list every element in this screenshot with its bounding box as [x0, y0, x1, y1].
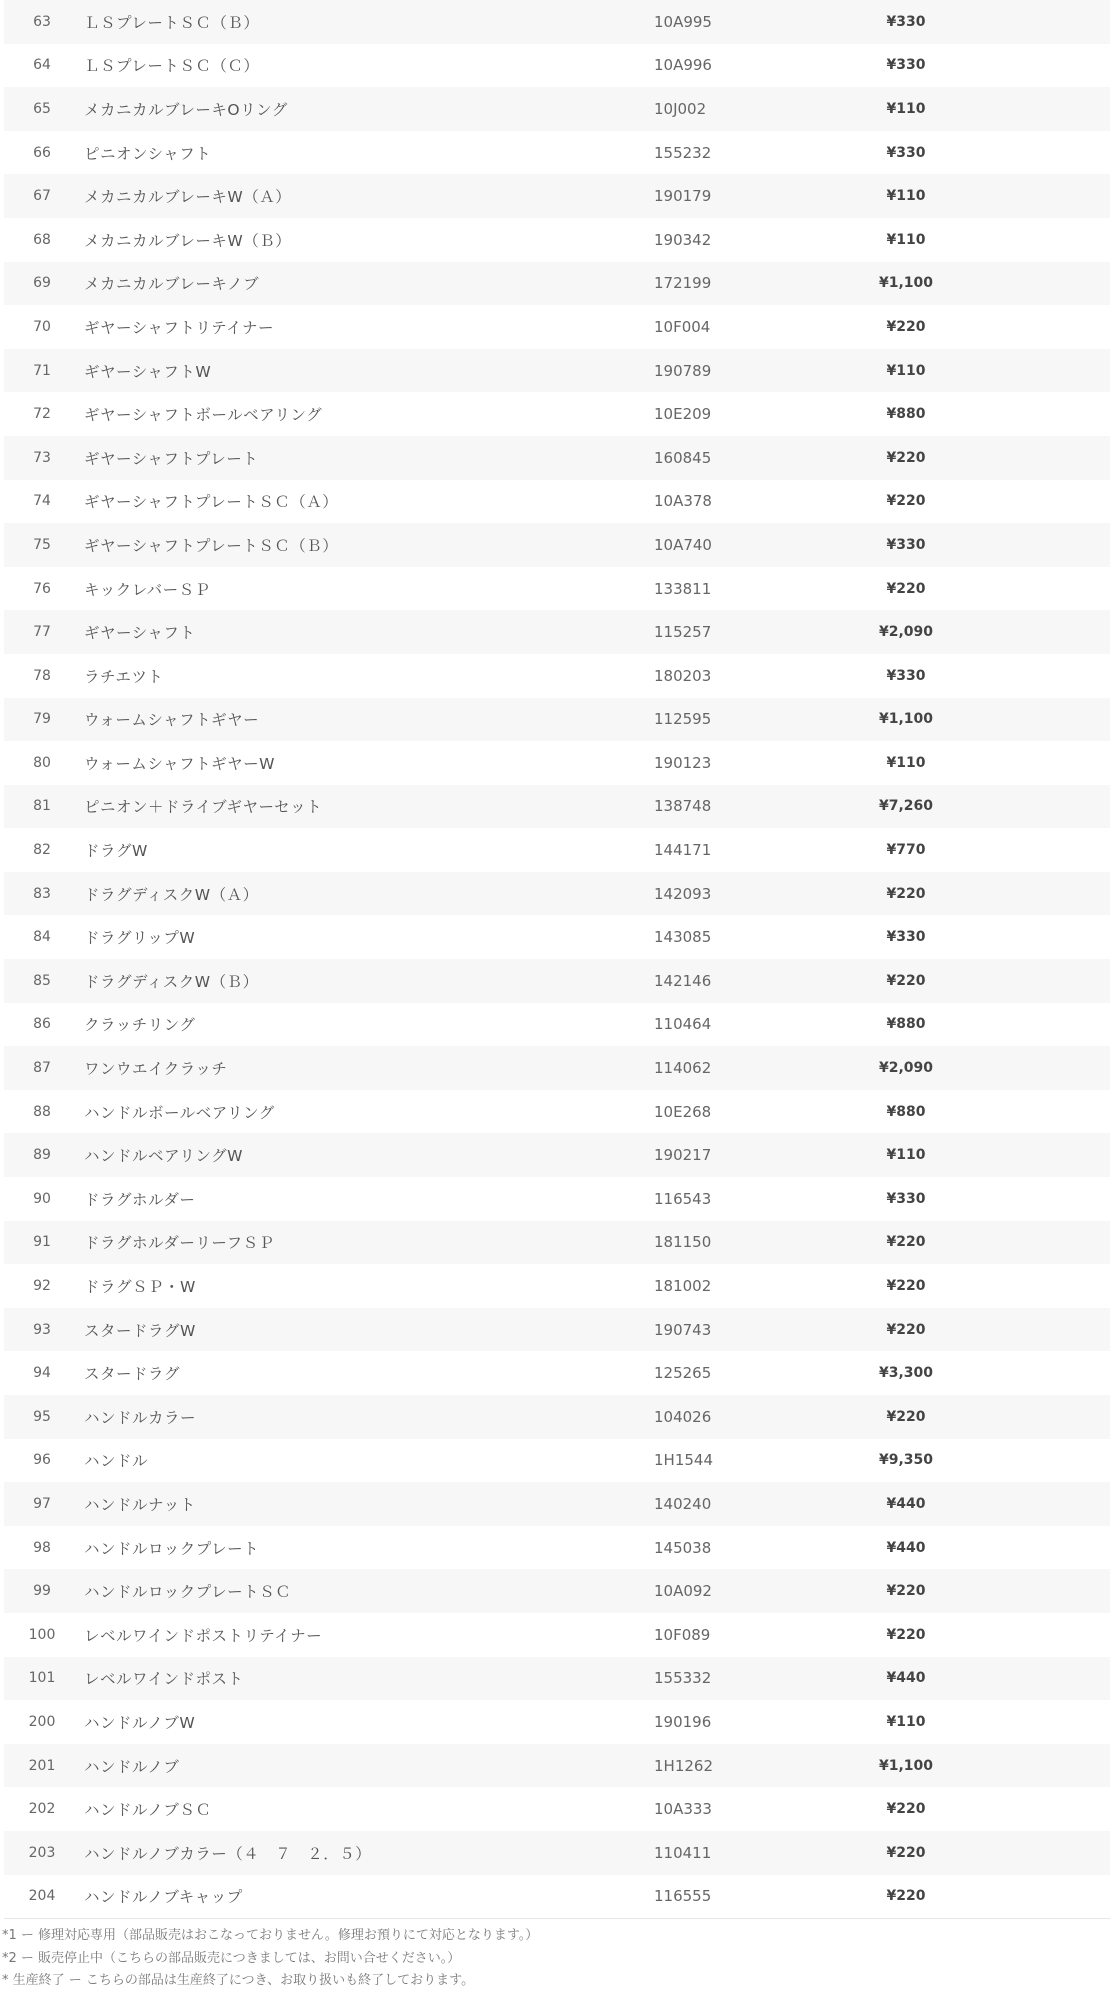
part-name-cell: ギヤーシャフトプレートＳＣ（Ａ） [84, 493, 339, 512]
table-row [4, 828, 1110, 872]
row-spacer [966, 480, 1110, 524]
part-code-cell: 190342 [654, 230, 712, 249]
part-number-cell: 201 [28, 1757, 56, 1774]
part-number-cell: 204 [4, 1875, 80, 1919]
part-code-cell: 155332 [654, 1669, 712, 1688]
table-row [4, 480, 1110, 524]
part-number-cell: 99 [33, 1583, 51, 1600]
table-row [4, 1351, 1110, 1395]
part-name-cell: ドラグホルダーリーフＳＰ [84, 1234, 275, 1253]
part-number-cell: 85 [33, 972, 51, 989]
part-price-cell: ¥220 [846, 1875, 966, 1919]
part-name-cell: ハンドルノブＳＣ [84, 1801, 212, 1820]
part-price-cell: ¥220 [886, 449, 926, 466]
row-spacer [966, 1613, 1110, 1657]
table-row [4, 1221, 1110, 1265]
part-price-cell: ¥330 [886, 667, 926, 684]
table-row [4, 305, 1110, 349]
part-name-cell: ギヤーシャフトプレート [84, 449, 259, 468]
part-code-cell: 181150 [654, 1233, 712, 1252]
part-code-cell: 110411 [654, 1843, 712, 1862]
part-number-cell: 67 [33, 188, 51, 205]
row-spacer [966, 131, 1110, 175]
part-name-cell: メカニカルブレーキW（Ｂ） [84, 231, 292, 250]
row-spacer [966, 872, 1110, 916]
table-row [4, 959, 1110, 1003]
part-number-cell: 202 [28, 1801, 56, 1818]
row-spacer [966, 174, 1110, 218]
note-repair-only: *1 ー 修理対応専用（部品販売はおこなっておりません。修理お預りにて対応となります。） [2, 1928, 539, 1943]
part-code-cell: 1H1544 [654, 1451, 713, 1470]
part-price-cell: ¥220 [886, 1321, 926, 1338]
row-spacer [966, 1439, 1110, 1483]
part-price-cell: ¥220 [886, 972, 926, 989]
part-price-cell: ¥220 [886, 1801, 926, 1818]
table-row [4, 1569, 1110, 1613]
part-name-cell: ハンドルロックプレート [84, 1539, 260, 1558]
table-row [4, 87, 1110, 131]
table-row [4, 1526, 1110, 1570]
part-code-cell: 10A092 [654, 1582, 712, 1601]
part-name-cell: ＬＳプレートＳＣ（Ｃ） [84, 57, 260, 76]
table-row [4, 0, 1110, 44]
part-name-cell: ワンウエイクラッチ [84, 1060, 228, 1079]
part-code-cell: 190179 [654, 187, 712, 206]
part-price-cell: ¥110 [886, 188, 926, 205]
part-name-cell: ピニオン＋ドライブギヤーセット [84, 798, 323, 817]
part-price-cell: ¥330 [886, 57, 926, 74]
row-spacer [966, 915, 1110, 959]
row-spacer [966, 1875, 1110, 1919]
table-row [4, 1831, 1110, 1875]
row-spacer [966, 1221, 1110, 1265]
part-name-cell: レベルワインドポストリテイナー [84, 1626, 323, 1645]
row-spacer [966, 1046, 1110, 1090]
part-price-cell: ¥220 [886, 318, 926, 335]
part-name-cell: ギヤーシャフトプレートＳＣ（Ｂ） [84, 536, 339, 555]
part-price-cell: ¥880 [886, 1103, 926, 1120]
table-row [4, 1046, 1110, 1090]
note-sales-suspended: *2 ー 販売停止中（こちらの部品販売につきましては、お問い合せください。） [2, 1950, 461, 1966]
part-number-cell: 82 [33, 842, 51, 859]
part-code-cell: 10J002 [654, 99, 707, 118]
table-row [4, 1308, 1110, 1352]
part-price-cell: ¥110 [886, 754, 926, 771]
table-row [4, 1003, 1110, 1047]
part-price-cell: ¥440 [886, 1670, 926, 1687]
row-spacer [966, 1787, 1110, 1831]
part-name-cell: ハンドルベアリングW [84, 1147, 243, 1166]
part-name-cell: ハンドル [84, 1452, 149, 1471]
row-spacer [966, 1003, 1110, 1047]
part-number-cell: 83 [33, 885, 51, 902]
part-price-cell: ¥220 [886, 580, 926, 597]
part-price-cell: ¥1,100 [878, 275, 934, 292]
part-price-cell: ¥220 [886, 493, 926, 510]
row-spacer [966, 1395, 1110, 1439]
part-code-cell: 104026 [654, 1407, 712, 1426]
part-price-cell: ¥1,100 [878, 1757, 934, 1774]
part-price-cell: ¥220 [886, 1408, 926, 1425]
part-name-cell: ＬＳプレートＳＣ（Ｂ） [84, 13, 260, 32]
part-number-cell: 94 [33, 1365, 51, 1382]
part-name-cell: ピニオンシャフト [84, 144, 212, 163]
table-row [4, 1482, 1110, 1526]
part-code-cell: 133811 [654, 579, 712, 598]
parts-table [4, 0, 1110, 1919]
part-name-cell: メカニカルブレーキノブ [84, 275, 260, 294]
part-name-cell: ハンドルボールベアリング [84, 1103, 275, 1122]
part-number-cell: 95 [33, 1408, 51, 1425]
table-row [4, 1744, 1110, 1788]
notes-section [2, 1925, 1102, 1993]
part-price-cell: ¥2,090 [878, 1060, 934, 1077]
part-name-cell: ドラグディスクW（Ａ） [84, 885, 259, 904]
table-row [4, 1133, 1110, 1177]
part-number-cell: 68 [33, 231, 51, 248]
part-price-cell: ¥220 [886, 885, 926, 902]
table-row [4, 131, 1110, 175]
note-discontinued: * 生産終了 ー こちらの部品は生産終了につき、お取り扱いも終了しております。 [2, 1973, 475, 1988]
part-price-cell: ¥110 [886, 1713, 926, 1730]
part-number-cell: 65 [33, 100, 51, 117]
part-number-cell: 63 [33, 13, 51, 30]
part-code-cell: 138748 [654, 797, 712, 816]
part-price-cell: ¥9,350 [878, 1452, 934, 1469]
table-row [4, 44, 1110, 88]
part-name-cell: ハンドルカラー [84, 1408, 197, 1427]
part-price-cell: ¥770 [886, 842, 926, 859]
part-number-cell: 64 [33, 57, 51, 74]
row-spacer [966, 1569, 1110, 1613]
part-code-cell: 10A996 [654, 56, 712, 75]
part-number-cell: 91 [33, 1234, 51, 1251]
part-price-cell: ¥880 [886, 1016, 926, 1033]
part-name-cell: メカニカルブレーキW（Ａ） [84, 188, 292, 207]
row-spacer [966, 349, 1110, 393]
row-spacer [966, 1744, 1110, 1788]
part-number-cell: 90 [33, 1190, 51, 1207]
part-number-cell: 69 [33, 275, 51, 292]
part-name-cell: キックレバーＳＰ [84, 580, 211, 599]
table-row [4, 610, 1110, 654]
table-row [4, 698, 1110, 742]
row-spacer [966, 1700, 1110, 1744]
part-name-cell: レベルワインドポスト [84, 1670, 244, 1689]
part-price-cell: ¥1,100 [878, 711, 934, 728]
part-code-cell: 180203 [654, 666, 712, 685]
part-code-cell: 181002 [654, 1277, 712, 1296]
part-code-cell: 116555 [654, 1875, 846, 1919]
table-row [4, 567, 1110, 611]
part-name-cell: ドラグＳＰ・W [84, 1278, 196, 1297]
table-row [4, 1875, 1110, 1919]
table-row [4, 392, 1110, 436]
row-spacer [966, 262, 1110, 306]
part-number-cell: 96 [33, 1452, 51, 1469]
part-price-cell: ¥220 [886, 1626, 926, 1643]
part-number-cell: 76 [33, 580, 51, 597]
row-spacer [966, 567, 1110, 611]
part-number-cell: 203 [28, 1844, 56, 1861]
part-code-cell: 10A740 [654, 535, 712, 554]
part-name-cell: ギヤーシャフトボールベアリング [84, 406, 323, 425]
row-spacer [966, 87, 1110, 131]
row-spacer [966, 392, 1110, 436]
part-code-cell: 10F004 [654, 317, 711, 336]
part-price-cell: ¥220 [886, 1234, 926, 1251]
part-code-cell: 10A995 [654, 12, 712, 31]
part-price-cell: ¥330 [886, 536, 926, 553]
table-row [4, 1613, 1110, 1657]
row-spacer [966, 1526, 1110, 1570]
part-code-cell: 142146 [654, 971, 712, 990]
part-price-cell: ¥110 [886, 100, 926, 117]
part-code-cell: 112595 [654, 710, 712, 729]
row-spacer [966, 610, 1110, 654]
parts-table-body [4, 0, 1110, 1918]
part-code-cell: 10F089 [654, 1625, 711, 1644]
table-row [4, 654, 1110, 698]
part-number-cell: 78 [33, 667, 51, 684]
table-row [4, 523, 1110, 567]
part-name-cell: ドラグホルダー [84, 1190, 196, 1209]
part-number-cell: 98 [33, 1539, 51, 1556]
part-number-cell: 86 [33, 1016, 51, 1033]
part-code-cell: 155232 [654, 143, 712, 162]
table-row [4, 1657, 1110, 1701]
table-row [4, 436, 1110, 480]
row-spacer [966, 959, 1110, 1003]
part-code-cell: 160845 [654, 448, 712, 467]
part-name-cell: ハンドルノブW [84, 1713, 196, 1732]
table-row [4, 1439, 1110, 1483]
part-name-cell: ハンドルロックプレートＳＣ [84, 1583, 292, 1602]
part-name-cell: ハンドルノブ [84, 1757, 180, 1776]
part-code-cell: 125265 [654, 1364, 712, 1383]
part-number-cell: 92 [33, 1278, 51, 1295]
part-name-cell: ラチエツト [84, 667, 164, 686]
table-row [4, 1700, 1110, 1744]
part-name-cell: スタードラグ [84, 1365, 181, 1384]
row-spacer [966, 1831, 1110, 1875]
row-spacer [966, 305, 1110, 349]
part-number-cell: 87 [33, 1060, 51, 1077]
part-code-cell: 190123 [654, 753, 712, 772]
part-code-cell: 10E209 [654, 405, 712, 424]
row-spacer [966, 1264, 1110, 1308]
row-spacer [966, 698, 1110, 742]
part-name-cell: ドラグリップW [84, 929, 196, 948]
part-price-cell: ¥220 [886, 1844, 926, 1861]
part-code-cell: 1H1262 [654, 1756, 713, 1775]
table-row [4, 1090, 1110, 1134]
row-spacer [966, 828, 1110, 872]
part-number-cell: 101 [28, 1670, 56, 1687]
part-number-cell: 88 [33, 1103, 51, 1120]
table-row [4, 262, 1110, 306]
part-price-cell: ¥220 [886, 1583, 926, 1600]
part-name-cell: ハンドルノブキャップ [80, 1875, 654, 1919]
row-spacer [966, 741, 1110, 785]
part-number-cell: 73 [33, 449, 51, 466]
part-name-cell: ギヤーシャフト [84, 624, 196, 643]
table-row [4, 349, 1110, 393]
part-code-cell: 190789 [654, 361, 712, 380]
part-price-cell: ¥110 [886, 231, 926, 248]
part-price-cell: ¥330 [886, 929, 926, 946]
part-price-cell: ¥3,300 [878, 1365, 934, 1382]
part-code-cell: 145038 [654, 1538, 712, 1557]
row-spacer [966, 1308, 1110, 1352]
row-spacer [966, 1090, 1110, 1134]
part-number-cell: 79 [33, 711, 51, 728]
part-number-cell: 74 [33, 493, 51, 510]
part-price-cell: ¥330 [886, 13, 926, 30]
row-spacer [966, 1351, 1110, 1395]
table-row [4, 785, 1110, 829]
part-number-cell: 80 [33, 754, 51, 771]
part-code-cell: 172199 [654, 274, 712, 293]
part-name-cell: ドラグディスクW（Ｂ） [84, 972, 259, 991]
part-price-cell: ¥440 [886, 1495, 926, 1512]
table-row [4, 872, 1110, 916]
row-spacer [966, 1657, 1110, 1701]
row-spacer [966, 0, 1110, 44]
part-code-cell: 10A378 [654, 492, 712, 511]
row-spacer [966, 523, 1110, 567]
row-spacer [966, 1177, 1110, 1221]
part-code-cell: 142093 [654, 884, 712, 903]
part-price-cell: ¥7,260 [878, 798, 934, 815]
table-row [4, 741, 1110, 785]
table-row [4, 218, 1110, 262]
part-price-cell: ¥2,090 [878, 624, 934, 641]
part-number-cell: 81 [33, 798, 51, 815]
part-number-cell: 70 [33, 318, 51, 335]
part-code-cell: 114062 [654, 1059, 712, 1078]
part-name-cell: メカニカルブレーキOリング [84, 100, 288, 119]
row-spacer [966, 218, 1110, 262]
part-number-cell: 84 [33, 929, 51, 946]
part-number-cell: 75 [33, 536, 51, 553]
part-price-cell: ¥110 [886, 1147, 926, 1164]
part-number-cell: 72 [33, 406, 51, 423]
part-name-cell: クラッチリング [84, 1016, 196, 1035]
row-spacer [966, 1482, 1110, 1526]
part-price-cell: ¥880 [886, 406, 926, 423]
part-code-cell: 144171 [654, 841, 712, 860]
part-price-cell: ¥440 [886, 1539, 926, 1556]
part-number-cell: 71 [33, 362, 51, 379]
part-number-cell: 89 [33, 1147, 51, 1164]
part-price-cell: ¥220 [886, 1278, 926, 1295]
part-name-cell: スタードラグW [84, 1321, 196, 1340]
part-code-cell: 10E268 [654, 1102, 712, 1121]
part-number-cell: 77 [33, 624, 51, 641]
part-name-cell: ギヤーシャフトリテイナー [84, 318, 274, 337]
part-code-cell: 110464 [654, 1015, 712, 1034]
part-price-cell: ¥330 [886, 144, 926, 161]
part-name-cell: ギヤーシャフトW [84, 362, 212, 381]
part-code-cell: 115257 [654, 623, 712, 642]
part-name-cell: ハンドルノブカラー（４ ７ ２．５） [84, 1844, 372, 1863]
table-row [4, 1787, 1110, 1831]
table-row [4, 1395, 1110, 1439]
part-number-cell: 200 [28, 1713, 56, 1730]
row-spacer [966, 436, 1110, 480]
part-number-cell: 66 [33, 144, 51, 161]
part-code-cell: 10A333 [654, 1800, 712, 1819]
part-code-cell: 190743 [654, 1320, 712, 1339]
part-code-cell: 143085 [654, 928, 712, 947]
table-row [4, 915, 1110, 959]
row-spacer [966, 785, 1110, 829]
part-name-cell: ドラグW [84, 842, 148, 861]
table-row [4, 1177, 1110, 1221]
row-spacer [966, 654, 1110, 698]
table-row [4, 1264, 1110, 1308]
part-price-cell: ¥110 [886, 362, 926, 379]
part-code-cell: 140240 [654, 1494, 712, 1513]
part-code-cell: 116543 [654, 1189, 712, 1208]
part-name-cell: ウォームシャフトギヤー [84, 711, 260, 730]
row-spacer [966, 1133, 1110, 1177]
part-number-cell: 97 [33, 1495, 51, 1512]
part-price-cell: ¥330 [886, 1190, 926, 1207]
row-spacer [966, 44, 1110, 88]
table-row [4, 174, 1110, 218]
part-code-cell: 190217 [654, 1146, 712, 1165]
part-name-cell: ウォームシャフトギヤーW [84, 754, 275, 773]
part-code-cell: 190196 [654, 1712, 712, 1731]
part-number-cell: 93 [33, 1321, 51, 1338]
part-number-cell: 100 [28, 1626, 56, 1643]
part-name-cell: ハンドルナット [84, 1495, 196, 1514]
